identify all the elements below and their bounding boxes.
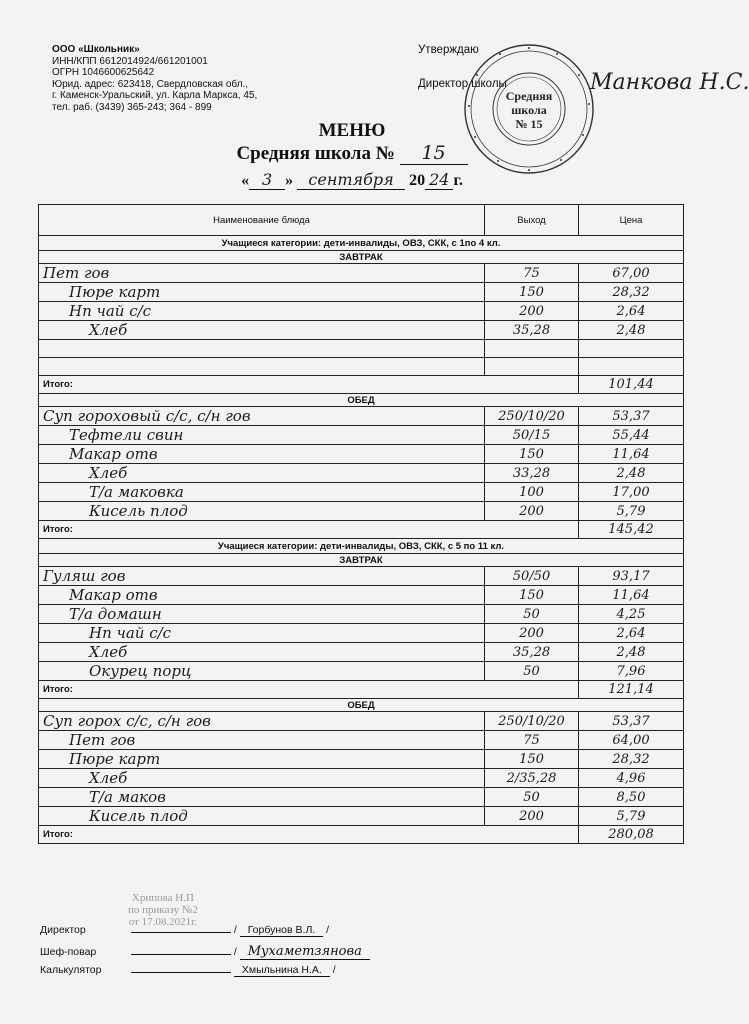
price-cell: 4,96 bbox=[579, 769, 684, 788]
dish-name-cell: Пет гов bbox=[39, 731, 485, 750]
output-cell: 75 bbox=[485, 731, 579, 750]
calculator-label: Калькулятор bbox=[40, 964, 102, 976]
price-cell: 2,48 bbox=[579, 464, 684, 483]
dish-name-cell: Тефтели свин bbox=[39, 426, 485, 445]
meal-label: ОБЕД bbox=[39, 394, 684, 407]
table-row bbox=[39, 788, 684, 807]
output-cell: 50 bbox=[485, 662, 579, 681]
date-close: » bbox=[285, 172, 294, 189]
total-row bbox=[39, 376, 684, 394]
dish-name-cell: Пюре карт bbox=[39, 750, 485, 769]
price-cell: 2,64 bbox=[579, 302, 684, 321]
dish-name-cell: Пюре карт bbox=[39, 283, 485, 302]
price-cell: 64,00 bbox=[579, 731, 684, 750]
menu-table bbox=[38, 204, 684, 844]
total-row bbox=[39, 826, 684, 844]
signature-row-director bbox=[40, 924, 329, 937]
dish-name-cell bbox=[39, 358, 485, 376]
org-address-line-2: г. Каменск-Уральский, ул. Карла Маркса, 45, bbox=[52, 90, 258, 101]
dish-name-cell: Хлеб bbox=[39, 769, 485, 788]
category-label: Учащиеся категории: дети-инвалиды, ОВЗ, СКК, с 5 по 11 кл. bbox=[39, 539, 684, 554]
meal-row bbox=[39, 554, 684, 567]
signature-row-chef bbox=[40, 944, 370, 960]
slash: / bbox=[233, 924, 237, 936]
price-cell: 28,32 bbox=[579, 750, 684, 769]
output-cell: 50/15 bbox=[485, 426, 579, 445]
total-row bbox=[39, 521, 684, 539]
dish-name-cell: Пет гов bbox=[39, 264, 485, 283]
total-value: 101,44 bbox=[579, 376, 684, 394]
date-day: 3 bbox=[249, 170, 285, 190]
output-cell: 50/50 bbox=[485, 567, 579, 586]
table-row bbox=[39, 483, 684, 502]
dish-name-cell: Суп гороховый с/с, с/н гов bbox=[39, 407, 485, 426]
col-header-name: Наименование блюда bbox=[39, 205, 485, 236]
col-header-output: Выход bbox=[485, 205, 579, 236]
table-row bbox=[39, 662, 684, 681]
date-month: сентября bbox=[297, 170, 405, 190]
total-label: Итого: bbox=[39, 826, 579, 844]
table-row bbox=[39, 358, 684, 376]
price-cell: 55,44 bbox=[579, 426, 684, 445]
meal-row bbox=[39, 251, 684, 264]
dish-name-cell: Макар отв bbox=[39, 445, 485, 464]
price-cell: 2,48 bbox=[579, 643, 684, 662]
org-name: ООО «Школьник» bbox=[52, 44, 140, 55]
meal-label: ОБЕД bbox=[39, 699, 684, 712]
director-school-label: Директор школы bbox=[418, 78, 507, 90]
menu-table-body bbox=[39, 205, 684, 844]
price-cell: 4,25 bbox=[579, 605, 684, 624]
price-cell: 53,37 bbox=[579, 712, 684, 731]
output-cell: 35,28 bbox=[485, 643, 579, 662]
output-cell: 250/10/20 bbox=[485, 407, 579, 426]
output-cell: 50 bbox=[485, 605, 579, 624]
price-cell bbox=[579, 340, 684, 358]
total-label: Итого: bbox=[39, 376, 579, 394]
stamp-center-line-3: № 15 bbox=[515, 117, 543, 131]
price-cell: 93,17 bbox=[579, 567, 684, 586]
table-row bbox=[39, 643, 684, 662]
total-value: 280,08 bbox=[579, 826, 684, 844]
slash: / bbox=[233, 946, 237, 958]
output-cell: 100 bbox=[485, 483, 579, 502]
output-cell: 150 bbox=[485, 586, 579, 605]
output-cell: 200 bbox=[485, 302, 579, 321]
price-cell: 28,32 bbox=[579, 283, 684, 302]
table-row bbox=[39, 750, 684, 769]
menu-date bbox=[0, 170, 714, 190]
table-row bbox=[39, 502, 684, 521]
meal-label: ЗАВТРАК bbox=[39, 554, 684, 567]
table-row bbox=[39, 567, 684, 586]
slash: / bbox=[326, 924, 330, 936]
table-row bbox=[39, 807, 684, 826]
table-row bbox=[39, 302, 684, 321]
dish-name-cell: Кисель плод bbox=[39, 502, 485, 521]
table-row bbox=[39, 407, 684, 426]
school-prefix: Средняя школа № bbox=[236, 143, 395, 164]
meal-row bbox=[39, 394, 684, 407]
output-cell: 150 bbox=[485, 283, 579, 302]
price-cell: 11,64 bbox=[579, 586, 684, 605]
table-row bbox=[39, 624, 684, 643]
total-value: 121,14 bbox=[579, 681, 684, 699]
total-row bbox=[39, 681, 684, 699]
slash: / bbox=[332, 964, 336, 976]
year-prefix: 20 bbox=[409, 172, 426, 189]
price-cell: 7,96 bbox=[579, 662, 684, 681]
school-number: 15 bbox=[400, 142, 468, 165]
page-title: МЕНЮ bbox=[318, 120, 386, 141]
table-row bbox=[39, 321, 684, 340]
chef-label: Шеф-повар bbox=[40, 946, 97, 958]
table-row bbox=[39, 445, 684, 464]
table-row bbox=[39, 426, 684, 445]
calculator-name: Хмыльнина Н.А. bbox=[234, 964, 330, 977]
table-row bbox=[39, 586, 684, 605]
year-suffix: 24 bbox=[425, 170, 453, 190]
table-row bbox=[39, 712, 684, 731]
director-label: Директор bbox=[40, 924, 86, 936]
price-cell: 11,64 bbox=[579, 445, 684, 464]
output-cell: 150 bbox=[485, 750, 579, 769]
org-inn: ИНН/КПП 6612014924/661201001 bbox=[52, 55, 208, 67]
table-row bbox=[39, 340, 684, 358]
dish-name-cell bbox=[39, 340, 485, 358]
output-cell: 250/10/20 bbox=[485, 712, 579, 731]
dish-name-cell: Т/а маковка bbox=[39, 483, 485, 502]
output-cell: 50 bbox=[485, 788, 579, 807]
price-cell: 8,50 bbox=[579, 788, 684, 807]
dish-name-cell: Окурец порц bbox=[39, 662, 485, 681]
output-cell: 35,28 bbox=[485, 321, 579, 340]
organization-block bbox=[52, 44, 257, 113]
output-cell: 2/35,28 bbox=[485, 769, 579, 788]
dish-name-cell: Хлеб bbox=[39, 464, 485, 483]
table-row bbox=[39, 731, 684, 750]
stamp-center-line-1: Средняя bbox=[505, 89, 553, 103]
col-header-price: Цена bbox=[579, 205, 684, 236]
category-row bbox=[39, 236, 684, 251]
org-phone: тел. раб. (3439) 365-243; 364 - 899 bbox=[52, 101, 212, 113]
dish-name-cell: Макар отв bbox=[39, 586, 485, 605]
table-header-row bbox=[39, 205, 684, 236]
meal-label: ЗАВТРАК bbox=[39, 251, 684, 264]
table-row bbox=[39, 264, 684, 283]
total-value: 145,42 bbox=[579, 521, 684, 539]
dish-name-cell: Хлеб bbox=[39, 321, 485, 340]
price-cell: 67,00 bbox=[579, 264, 684, 283]
price-cell: 5,79 bbox=[579, 502, 684, 521]
table-row bbox=[39, 605, 684, 624]
table-row bbox=[39, 769, 684, 788]
director-signature: Манкова Н.С. bbox=[590, 70, 749, 95]
price-cell: 17,00 bbox=[579, 483, 684, 502]
dish-name-cell: Нп чай с/с bbox=[39, 624, 485, 643]
school-title bbox=[0, 142, 714, 165]
output-cell: 75 bbox=[485, 264, 579, 283]
meal-row bbox=[39, 699, 684, 712]
price-cell: 2,64 bbox=[579, 624, 684, 643]
faint-stamp-line-3: от 17.08.2021г. bbox=[128, 916, 198, 928]
category-label: Учащиеся категории: дети-инвалиды, ОВЗ, СКК, с 1по 4 кл. bbox=[39, 236, 684, 251]
org-address-line-1: Юрид. адрес: 623418, Свердловская обл., bbox=[52, 78, 249, 90]
dish-name-cell: Нп чай с/с bbox=[39, 302, 485, 321]
output-cell: 33,28 bbox=[485, 464, 579, 483]
output-cell: 200 bbox=[485, 807, 579, 826]
faint-stamp-line-2: по приказу №2 bbox=[128, 904, 198, 916]
output-cell bbox=[485, 340, 579, 358]
price-cell: 2,48 bbox=[579, 321, 684, 340]
dish-name-cell: Т/а маков bbox=[39, 788, 485, 807]
output-cell: 200 bbox=[485, 502, 579, 521]
date-open: « bbox=[241, 172, 250, 189]
chef-name: Мухаметзянова bbox=[240, 944, 370, 960]
approve-label: Утверждаю bbox=[418, 44, 479, 56]
price-cell bbox=[579, 358, 684, 376]
price-cell: 53,37 bbox=[579, 407, 684, 426]
dish-name-cell: Хлеб bbox=[39, 643, 485, 662]
org-ogrn: ОГРН 1046600625642 bbox=[52, 67, 155, 78]
total-label: Итого: bbox=[39, 681, 579, 699]
stamp-center-line-2: школа bbox=[511, 103, 547, 117]
faint-stamp bbox=[128, 892, 198, 928]
dish-name-cell: Кисель плод bbox=[39, 807, 485, 826]
faint-stamp-line-1: Хрипова Н.П bbox=[131, 892, 194, 904]
output-cell bbox=[485, 358, 579, 376]
category-row bbox=[39, 539, 684, 554]
signature-row-calculator bbox=[40, 964, 336, 977]
dish-name-cell: Суп горох с/с, с/н гов bbox=[39, 712, 485, 731]
year-end: г. bbox=[453, 172, 463, 189]
price-cell: 5,79 bbox=[579, 807, 684, 826]
director-name: Горбунов В.Л. bbox=[240, 924, 324, 937]
total-label: Итого: bbox=[39, 521, 579, 539]
output-cell: 150 bbox=[485, 445, 579, 464]
table-row bbox=[39, 283, 684, 302]
dish-name-cell: Гуляш гов bbox=[39, 567, 485, 586]
output-cell: 200 bbox=[485, 624, 579, 643]
table-row bbox=[39, 464, 684, 483]
dish-name-cell: Т/а домашн bbox=[39, 605, 485, 624]
